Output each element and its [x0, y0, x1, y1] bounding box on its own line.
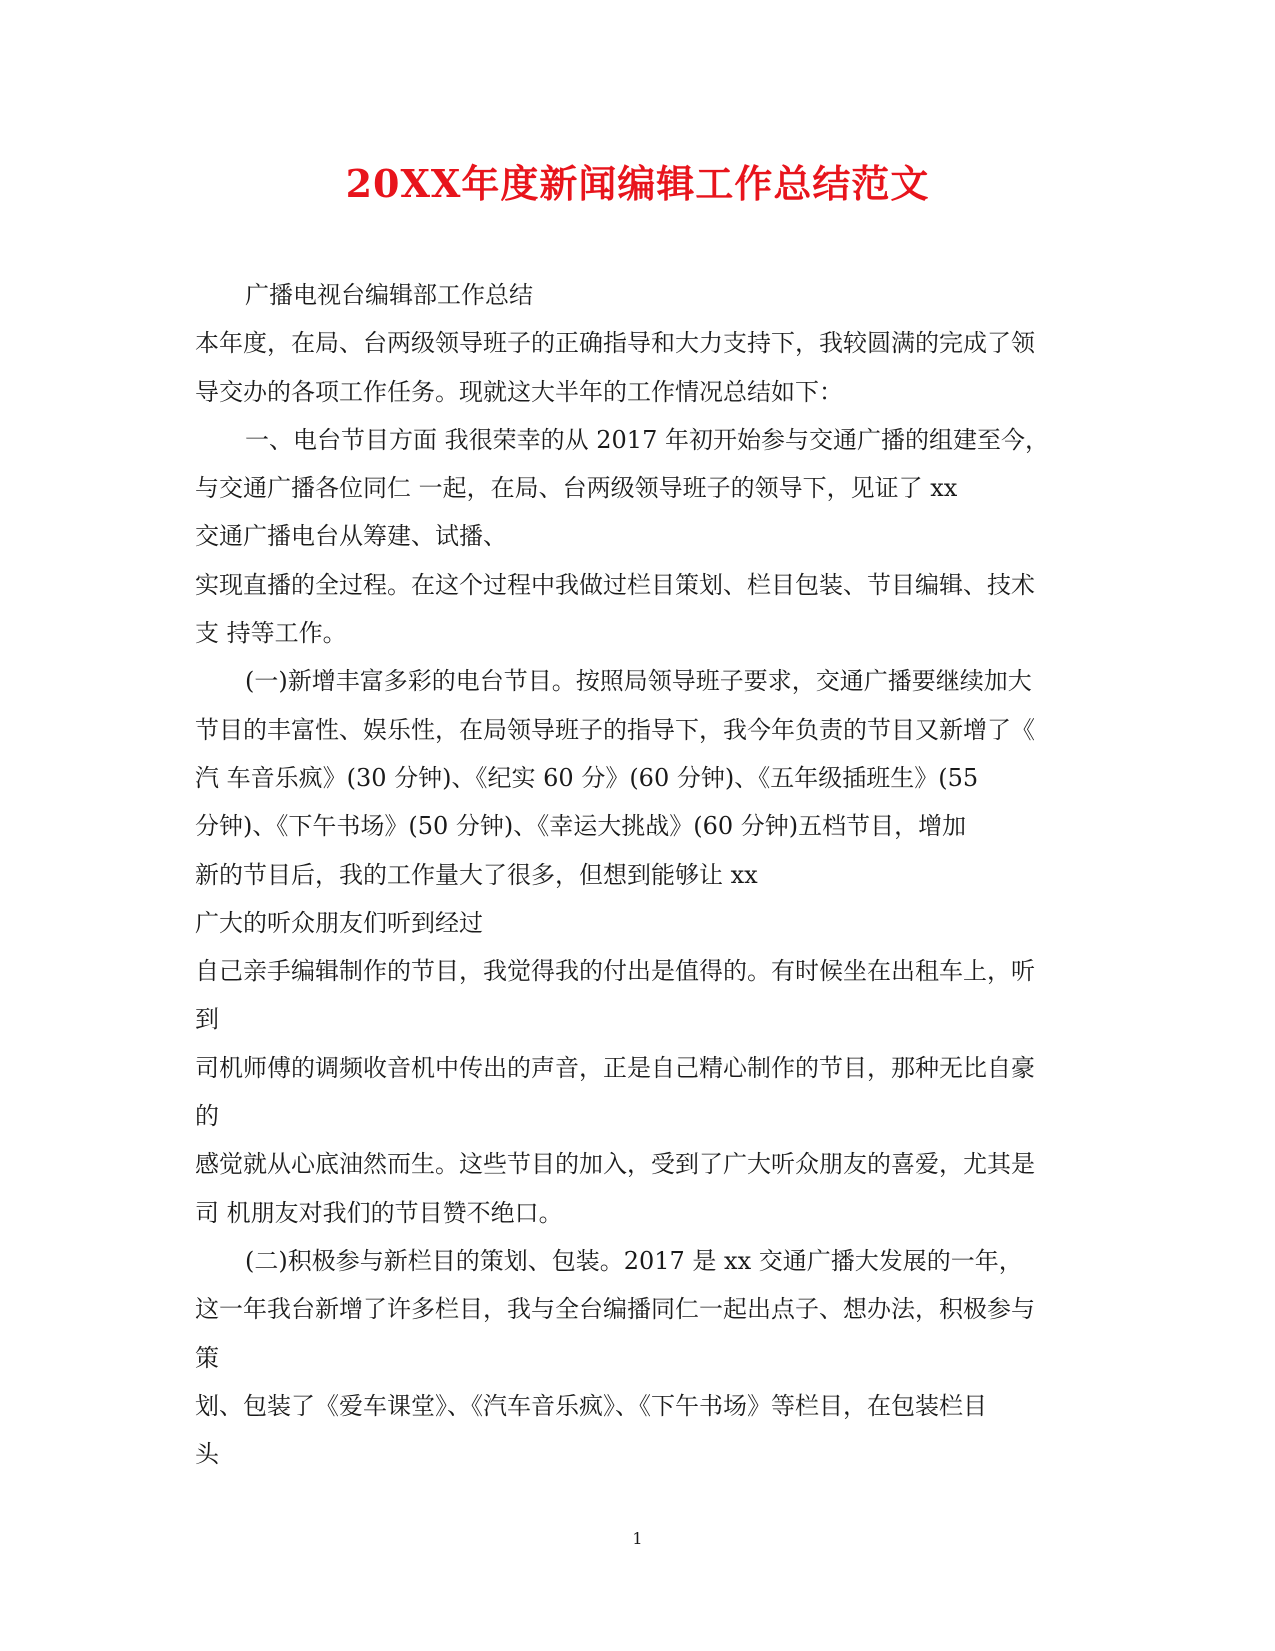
text-line: 策 — [195, 1343, 219, 1372]
text-line: 节目的丰富性、娱乐性，在局领导班子的指导下，我今年负责的节目又新增了《 — [195, 715, 1035, 744]
text-line: 头 — [195, 1440, 219, 1469]
text-line: 分钟)、《下午书场》(50 分钟)、《幸运大挑战》(60 分钟)五档节目，增加 — [195, 812, 967, 841]
document-body — [195, 271, 1075, 1478]
text-line: 的 — [195, 1102, 219, 1131]
text-line: 这一年我台新增了许多栏目，我与全台编播同仁一起出点子、想办法，积极参与 — [195, 1295, 1035, 1324]
text-line: 支 持等工作。 — [195, 619, 347, 648]
text-line: 本年度，在局、台两级领导班子的正确指导和大力支持下，我较圆满的完成了领 — [195, 329, 1035, 358]
document-title: 20XX年度新闻编辑工作总结范文 — [345, 161, 930, 206]
text-line: 司 机朋友对我们的节目赞不绝口。 — [195, 1198, 563, 1227]
page-number: 1 — [632, 1529, 643, 1548]
text-line: 实现直播的全过程。在这个过程中我做过栏目策划、栏目包装、节目编辑、技术 — [195, 570, 1035, 599]
text-line: (一)新增丰富多彩的电台节目。按照局领导班子要求，交通广播要继续加大 — [245, 667, 1032, 696]
text-line: 划、包装了《爱车课堂》、《汽车音乐疯》、《下午书场》等栏目，在包装栏目 — [195, 1391, 987, 1420]
text-line: 汽 车音乐疯》(30 分钟)、《纪实 60 分》(60 分钟)、《五年级插班生》(55 — [195, 763, 979, 792]
text-line: 自己亲手编辑制作的节目，我觉得我的付出是值得的。有时候坐在出租车上，听 — [195, 957, 1035, 986]
text-line: 广大的听众朋友们听到经过 — [195, 908, 483, 937]
text-line: 一、电台节目方面 我很荣幸的从 2017 年初开始参与交通广播的组建至今， — [245, 425, 1049, 454]
text-line: 到 — [195, 1005, 219, 1034]
text-line: 司机师傅的调频收音机中传出的声音，正是自己精心制作的节目，那种无比自豪 — [195, 1053, 1035, 1082]
text-line: 新的节目后，我的工作量大了很多，但想到能够让 xx — [195, 860, 758, 889]
text-line: 交通广播电台从筹建、试播、 — [195, 522, 507, 551]
text-line: 与交通广播各位同仁 一起，在局、台两级领导班子的领导下，见证了 xx — [195, 474, 958, 503]
text-line: 导交办的各项工作任务。现就这大半年的工作情况总结如下： — [195, 377, 843, 406]
text-line: (二)积极参与新栏目的策划、包装。2017 是 xx 交通广播大发展的一年， — [245, 1246, 1023, 1275]
text-line: 感觉就从心底油然而生。这些节目的加入，受到了广大听众朋友的喜爱，尤其是 — [195, 1150, 1035, 1179]
text-line: 广播电视台编辑部工作总结 — [245, 281, 533, 309]
